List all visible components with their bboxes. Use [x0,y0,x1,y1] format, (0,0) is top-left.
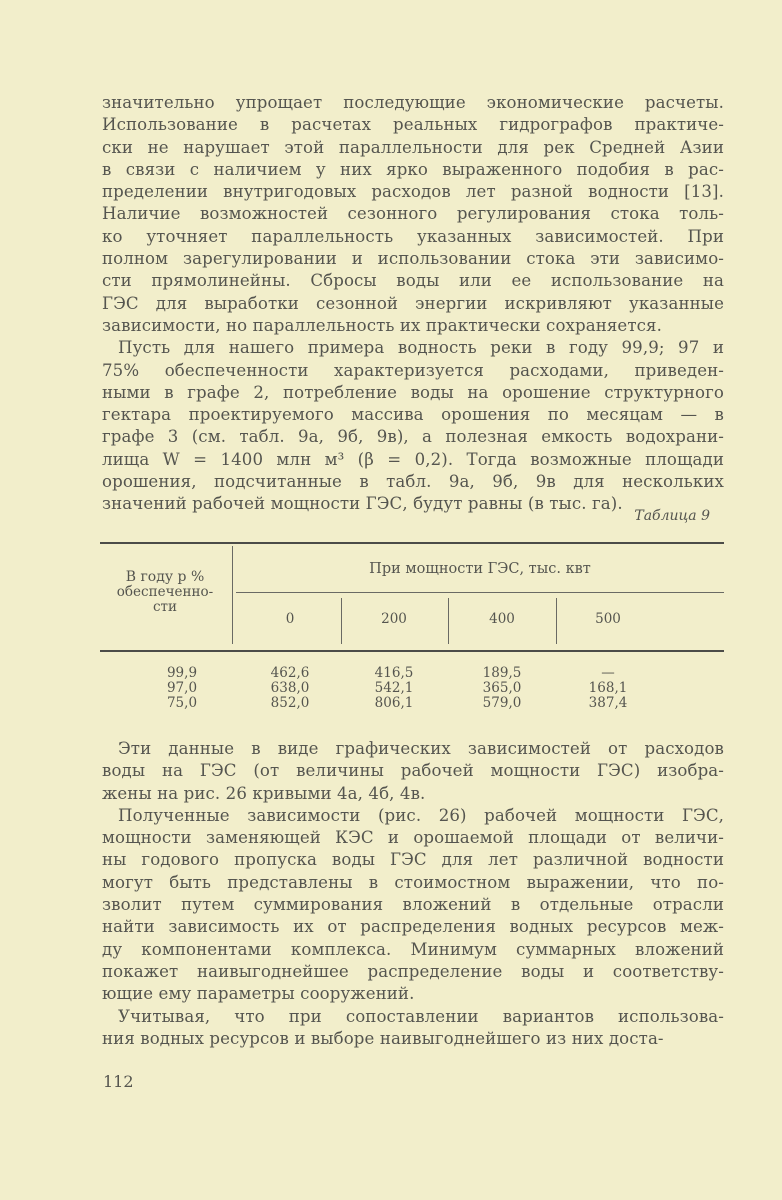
text-line: ны годового пропуска воды ГЭС для лет различной водности [102,850,724,870]
text-line: зависимости, но параллельность их практически сохраняется. [102,315,662,335]
table-divider [448,598,449,644]
text-line: ющие ему параметры сооружений. [102,984,415,1004]
table-divider [232,546,233,644]
text-line: жены на рис. 26 кривыми 4а, 4б, 4в. [102,783,426,803]
column-header: 0 [285,611,295,627]
column-header: 500 [595,611,621,627]
cell-area: 806,1 [374,694,414,711]
text-line: ными в графе 2, потребление воды на орошение структурного [102,382,724,402]
cell-probability: 75,0 [166,694,198,711]
group-header: При мощности ГЭС, тыс. квт [369,561,591,577]
text-line: пределении внутригодовых расходов лет разной водности [13]. [102,182,724,202]
text-line: значений рабочей мощности ГЭС, будут равны (в тыс. га). [102,494,623,514]
table-divider [341,598,342,644]
text-line: ду компонентами комплекса. Минимум суммарных вложений [102,939,724,959]
cell-area: 462,6 [270,665,310,681]
text-line: ГЭС для выработки сезонной энергии искривляют указанные [102,293,724,313]
text-line: ния водных ресурсов и выборе наивыгоднейшего из них доста- [102,1028,664,1048]
text-line: могут быть представлены в стоимостном выражении, что по- [102,872,724,892]
text-line: Пусть для нашего примера водность реки в году 99,9; 97 и [118,338,724,358]
text-line: сти прямолинейны. Сбросы воды или ее использование на [102,271,724,291]
row-header-line: сти [152,599,178,615]
table-top-rule [100,542,724,544]
cell-area: 542,1 [374,679,414,696]
cell-area: 387,4 [588,694,628,711]
text-line: орошения, подсчитанные в табл. 9а, 9б, 9в для нескольких [102,472,724,492]
cell-area: 189,5 [482,665,522,681]
cell-area: 416,5 [374,665,414,681]
table-header-rule [100,650,724,652]
text-line: Полученные зависимости (рис. 26) рабочей мощности ГЭС, [118,805,724,825]
cell-area: 638,0 [270,679,310,696]
text-line: мощности заменяющей КЭС и орошаемой площади от величи- [102,828,724,848]
column-header: 400 [489,611,515,627]
cell-area: 579,0 [482,694,522,711]
cell-area: 168,1 [588,679,628,696]
text-line: зволит путем суммирования вложений в отдельные отрасли [102,895,724,915]
body-text-bottom [102,738,724,1050]
text-line: воды на ГЭС (от величины рабочей мощности ГЭС) изобра- [102,761,724,781]
cell-probability: 99,9 [166,665,198,681]
text-line: ски не нарушает этой параллельности для рек Средней Азии [102,137,724,157]
text-line: 75% обеспеченности характеризуется расходами, приведен- [102,360,724,380]
text-line: Использование в расчетах реальных гидрографов практиче- [102,115,724,135]
page-number: 112 [103,1072,134,1091]
text-line: найти зависимость их от распределения водных ресурсов меж- [102,917,724,937]
text-line: Учитывая, что при сопоставлении вариантов использова- [118,1006,724,1026]
text-line: лища W = 1400 млн м³ (β = 0,2). Тогда возможные площади [102,449,724,469]
cell-area: 852,0 [270,694,310,711]
text-line: графе 3 (см. табл. 9а, 9б, 9в), а полезная емкость водохрани- [102,427,724,447]
table-divider [556,598,557,644]
table-caption: Таблица 9 [634,508,710,524]
text-line: ко уточняет параллельность указанных зависимостей. При [102,226,724,246]
row-header [102,570,228,615]
cell-area: 365,0 [482,679,522,696]
text-line: Эти данные в виде графических зависимостей от расходов [118,739,724,758]
text-line: Наличие возможностей сезонного регулирования стока толь- [102,204,724,224]
row-header-line: В году р % [125,569,205,585]
body-text-top [102,92,724,516]
text-line: в связи с наличием у них ярко выраженного подобия в рас- [102,159,724,179]
text-line: гектара проектируемого массива орошения по месяцам — в [102,405,724,425]
cell-area: — [601,665,615,681]
text-line: значительно упрощает последующие экономические расчеты. [102,93,724,112]
text-line: покажет наивыгоднейшее распределение воды и соответству- [102,961,724,981]
text-line: полном зарегулировании и использовании стока эти зависимо- [102,249,724,269]
cell-probability: 97,0 [166,679,198,696]
subheader-rule [236,592,724,593]
column-header: 200 [381,611,407,627]
row-header-line: обеспеченно- [116,584,214,600]
